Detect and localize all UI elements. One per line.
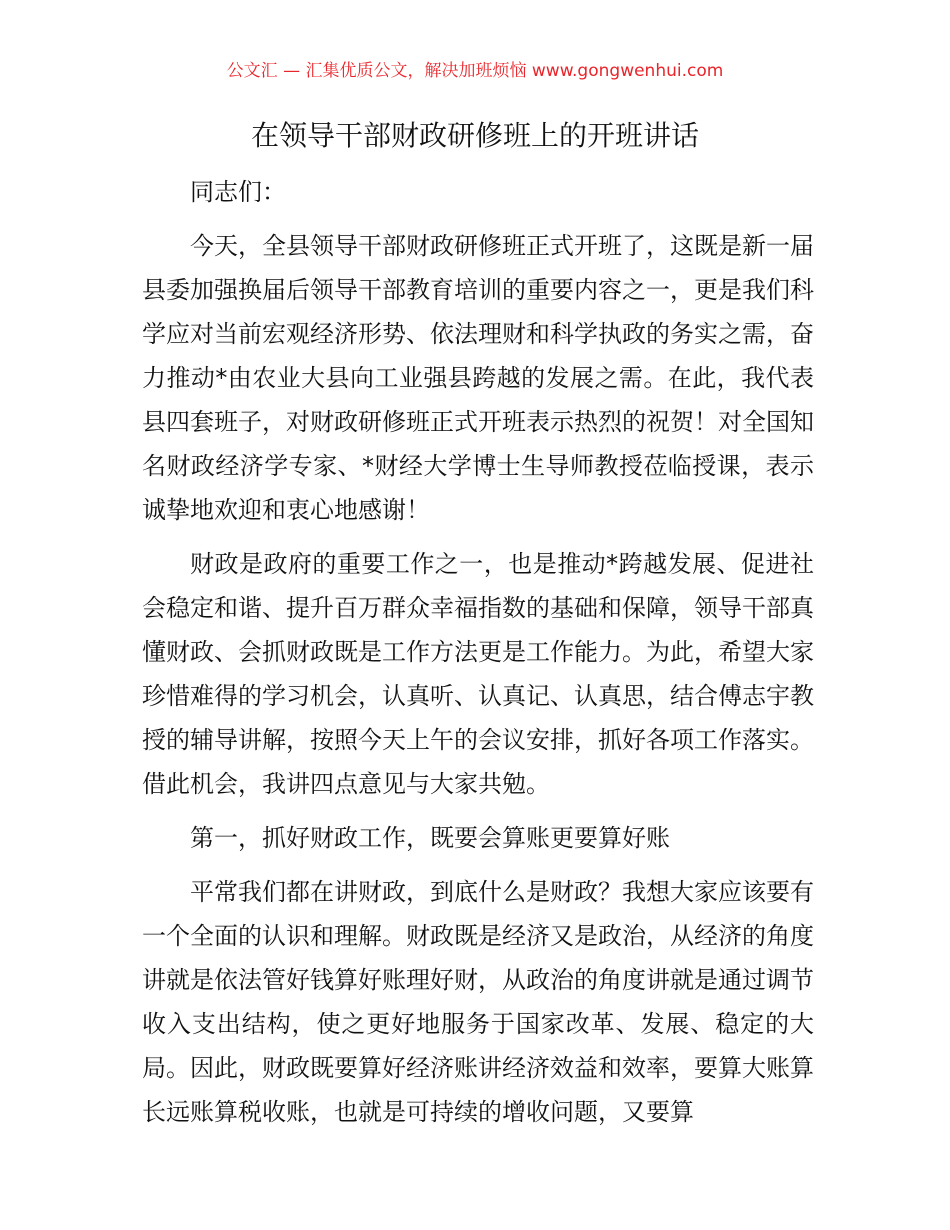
section-heading: 第一，抓好财政工作，既要会算账更要算好账 — [190, 824, 670, 852]
paragraph: 平常我们都在讲财政，到底什么是财政？我想大家应该要有一个全面的认识和理解。财政既是经济又是政治，从经济的角度讲就是依法管好钱算好账理好财，从政治的角度讲就是通过调节收入支出结构，使之更好地服务于国家改革、发展、稳定的大局。因此，财政既要算好经济账讲经济效益和效率，要算大账算长远账算税收账，也就是可持续的增收问题，又要算 — [142, 878, 814, 1126]
paragraph: 财政是政府的重要工作之一，也是推动*跨越发展、促进社会稳定和谐、提升百万群众幸福指数的基础和保障，领导干部真懂财政、会抓财政既是工作方法更是工作能力。为此，希望大家珍惜难得的学习机会，认真听、认真记、认真思，结合傅志宇教授的辅导讲解，按照今天上午的会议安排，抓好各项工作落实。借此机会，我讲四点意见与大家共勉。 — [142, 550, 814, 798]
document-title: 在领导干部财政研修班上的开班讲话 — [250, 119, 699, 152]
paragraph: 今天，全县领导干部财政研修班正式开班了，这既是新一届县委加强换届后领导干部教育培训的重要内容之一，更是我们科学应对当前宏观经济形势、依法理财和科学执政的务实之需，奋力推动*由农业大县向工业强县跨越的发展之需。在此，我代表县四套班子，对财政研修班正式开班表示热烈的祝贺！对全国知名财政经济学专家、*财经大学博士生导师教授莅临授课，表示诚挚地欢迎和衷心地感谢！ — [142, 232, 814, 524]
document-body — [142, 170, 814, 1134]
salutation: 同志们： — [190, 178, 286, 206]
site-watermark: 公文汇 — 汇集优质公文，解决加班烦恼 www.gongwenhui.com — [226, 61, 724, 81]
